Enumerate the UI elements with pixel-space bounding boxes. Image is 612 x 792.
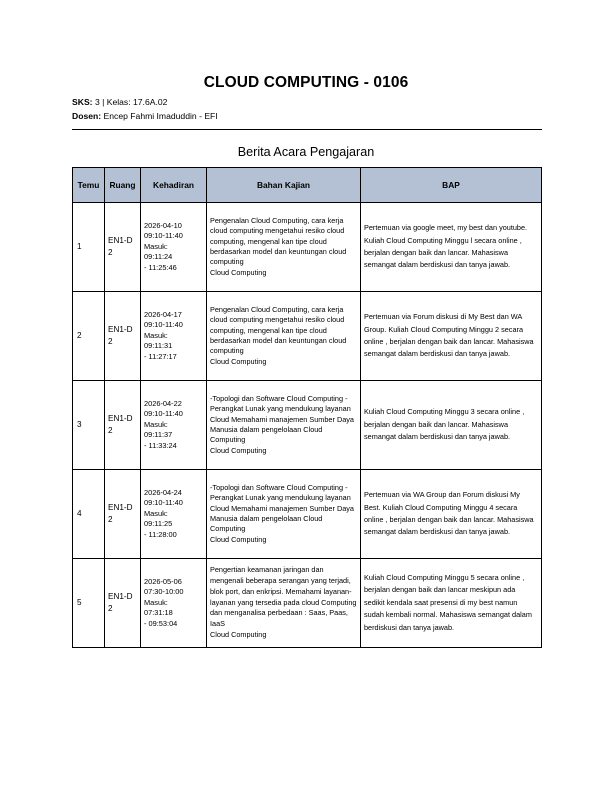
ruang-line: EN1-D — [108, 503, 133, 512]
header-bahan-kajian: Bahan Kajian — [207, 168, 361, 203]
bahan-text: Pengenalan Cloud Computing, cara kerja cloud computing mengetahui resiko cloud computing, mengenal kan tipe cloud berdasarkan model dan keuntungan cloud computing — [210, 304, 347, 356]
kehadiran-out-time: - 11:28:00 — [144, 529, 177, 539]
header-ruang: Ruang — [105, 168, 141, 203]
header-divider — [72, 129, 542, 130]
cell-kehadiran — [141, 381, 207, 470]
bahan-topic: Cloud Computing — [210, 445, 267, 455]
dosen-label: Dosen: — [72, 111, 102, 121]
header-temu: Temu — [73, 168, 105, 203]
cell-bap: Kuliah Cloud Computing Minggu 5 secara online , berjalan dengan baik dan lancar meskipun ada sedikit kendala saat presensi di my best namun sudah kembali normal. Mahasiswa semangat dalam berdiskusi dan tanya jawab. — [361, 559, 542, 648]
cell-temu: 5 — [73, 559, 105, 648]
cell-temu: 4 — [73, 470, 105, 559]
course-sks-kelas — [72, 97, 167, 107]
bahan-topic: Cloud Computing — [210, 356, 267, 366]
bahan-topic: Cloud Computing — [210, 534, 267, 544]
table-row — [73, 203, 542, 292]
course-title: CLOUD COMPUTING - 0106 — [203, 74, 409, 91]
ruang-line: EN1-D — [108, 236, 133, 245]
cell-ruang — [105, 292, 141, 381]
kehadiran-schedule: 09:10-11:40 — [144, 409, 183, 419]
cell-temu: 3 — [73, 381, 105, 470]
ruang-line: 2 — [108, 337, 113, 346]
table-header-row — [73, 168, 542, 203]
kehadiran-out-time: - 11:33:24 — [144, 440, 177, 450]
kehadiran-in-time: 09:11:31 — [144, 341, 173, 351]
kehadiran-schedule: 09:10-11:40 — [144, 320, 183, 330]
kehadiran-date: 2026-04-17 — [144, 309, 182, 319]
cell-bap: Kuliah Cloud Computing Minggu 3 secara online , berjalan dengan baik dan lancar. Mahasiswa semangat dalam berdiskusi dan tanya jawab. — [361, 381, 542, 470]
bahan-text: Pengenalan Cloud Computing, cara kerja cloud computing mengetahui resiko cloud computing, mengenal kan tipe cloud berdasarkan model dan keuntungan cloud computing — [210, 215, 347, 267]
cell-bap: Pertemuan via google meet, my best dan youtube. Kuliah Cloud Computing Minggu l secara online , berjalan dengan baik dan lancar. Mahasiswa semangat dalam berdiskusi dan tanya jawab. — [361, 203, 542, 292]
kehadiran-out-time: - 11:25:46 — [144, 262, 177, 272]
bahan-text: Pengertian keamanan jaringan dan mengenali beberapa serangan yang terjadi, blok port, dan enkripsi. Memahami layanan-layanan yang tersedia pada cloud Computing dan menganalisa perbedaan : Saas, Paas, IaaS — [210, 565, 357, 629]
ruang-line: EN1-D — [108, 414, 133, 423]
cell-bap: Pertemuan via Forum diskusi di My Best dan WA Group. Kuliah Cloud Computing Minggu 2 secara online , berjalan dengan baik dan lancar. Mahasiswa semangat dalam berdiskusi dan tanya jawab. — [361, 292, 542, 381]
cell-ruang — [105, 470, 141, 559]
kehadiran-date: 2026-04-24 — [144, 487, 182, 497]
bahan-text: -Topologi dan Software Cloud Computing -Perangkat Lunak yang mendukung layanan Cloud Memahami manajemen Sumber Daya Manusia dalam pengelolaan Cloud Computing — [210, 482, 354, 534]
kehadiran-masuk-label: Masuk: — [144, 330, 168, 340]
kehadiran-masuk-label: Masuk: — [144, 508, 168, 518]
ruang-line: 2 — [108, 426, 113, 435]
cell-bahan-kajian — [207, 559, 361, 648]
ruang-line: EN1-D — [108, 325, 133, 334]
kehadiran-out-time: - 09:53:04 — [144, 618, 178, 628]
ruang-line: 2 — [108, 604, 113, 613]
table-row — [73, 381, 542, 470]
kehadiran-masuk-label: Masuk: — [144, 241, 168, 251]
bahan-topic: Cloud Computing — [210, 629, 267, 639]
table-row — [73, 559, 542, 648]
table-row — [73, 470, 542, 559]
cell-temu: 1 — [73, 203, 105, 292]
sks-kelas-value: 3 | Kelas: 17.6A.02 — [94, 97, 168, 107]
cell-ruang — [105, 203, 141, 292]
kehadiran-date: 2026-04-10 — [144, 220, 182, 230]
kehadiran-out-time: - 11:27:17 — [144, 351, 177, 361]
bap-table — [72, 167, 542, 648]
cell-bahan-kajian — [207, 292, 361, 381]
cell-kehadiran — [141, 470, 207, 559]
ruang-line: 2 — [108, 248, 113, 257]
kehadiran-schedule: 09:10-11:40 — [144, 231, 183, 241]
bahan-text: -Topologi dan Software Cloud Computing -Perangkat Lunak yang mendukung layanan Cloud Memahami manajemen Sumber Daya Manusia dalam pengelolaan Cloud Computing — [210, 393, 354, 445]
cell-kehadiran — [141, 559, 207, 648]
cell-kehadiran — [141, 292, 207, 381]
ruang-line: EN1-D — [108, 592, 133, 601]
cell-ruang — [105, 559, 141, 648]
cell-bahan-kajian — [207, 381, 361, 470]
kehadiran-in-time: 07:31:18 — [144, 608, 173, 618]
cell-bahan-kajian — [207, 203, 361, 292]
bahan-topic: Cloud Computing — [210, 267, 267, 277]
section-title: Berita Acara Pengajaran — [237, 145, 375, 159]
kehadiran-schedule: 07:30-10:00 — [144, 587, 184, 597]
kehadiran-date: 2026-05-06 — [144, 576, 182, 586]
table-row — [73, 292, 542, 381]
kehadiran-schedule: 09:10-11:40 — [144, 498, 183, 508]
cell-ruang — [105, 381, 141, 470]
kehadiran-in-time: 09:11:24 — [144, 252, 173, 262]
kehadiran-in-time: 09:11:25 — [144, 519, 173, 529]
kehadiran-masuk-label: Masuk: — [144, 419, 168, 429]
dosen-value: Encep Fahmi Imaduddin - EFI — [103, 111, 218, 121]
cell-bap: Pertemuan via WA Group dan Forum diskusi My Best. Kuliah Cloud Computing Minggu 4 secara online , berjalan dengan baik dan lancar. Mahasiswa semangat dalam berdiskusi dan tanya jawab. — [361, 470, 542, 559]
cell-kehadiran — [141, 203, 207, 292]
header-bap: BAP — [361, 168, 542, 203]
ruang-line: 2 — [108, 515, 113, 524]
kehadiran-date: 2026-04-22 — [144, 398, 182, 408]
sks-label: SKS: — [72, 97, 93, 107]
cell-bahan-kajian — [207, 470, 361, 559]
kehadiran-in-time: 09:11:37 — [144, 430, 173, 440]
cell-temu: 2 — [73, 292, 105, 381]
header-kehadiran: Kehadiran — [141, 168, 207, 203]
kehadiran-masuk-label: Masuk: — [144, 597, 168, 607]
course-dosen — [72, 111, 218, 121]
